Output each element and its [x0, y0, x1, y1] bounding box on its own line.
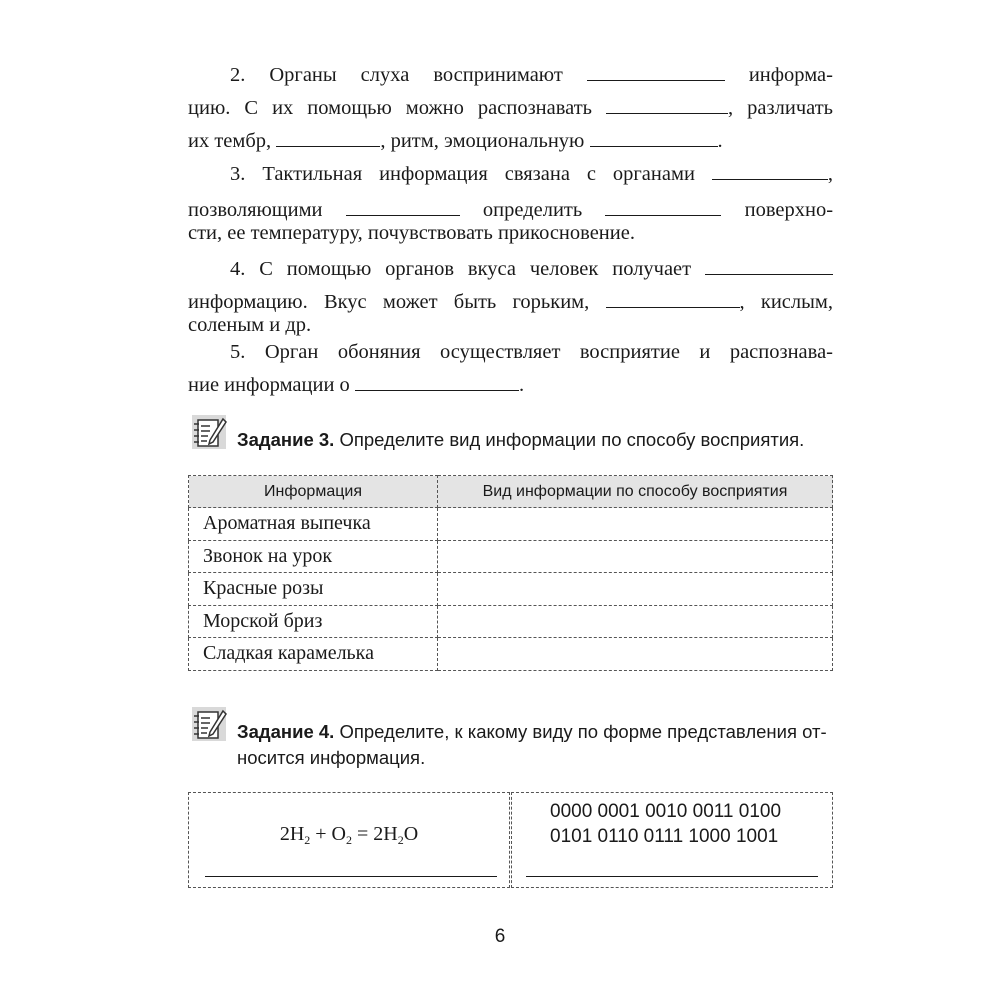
answer-blank: [606, 289, 740, 308]
answer-line: [526, 876, 818, 877]
p2-line3: их тембр, , ритм, эмоциональную .: [188, 130, 723, 152]
p3-line3: сти, ее температуру, почувствовать прикосновение.: [188, 222, 635, 244]
task3-heading: Задание 3. Определите вид информации по способу восприятия.: [237, 429, 805, 450]
row-label: Красные розы: [189, 573, 438, 606]
answer-line: [205, 876, 497, 877]
task4-formula-box: [188, 792, 510, 888]
binary-code: 0000 0001 0010 0011 0100 0101 0110 0111 1000 1001: [550, 801, 782, 847]
answer-blank: [606, 95, 728, 114]
p2-line2: цию. С их помощью можно распознавать , различать: [188, 97, 834, 119]
answer-blank: [346, 197, 460, 216]
answer-blank: [705, 256, 833, 275]
notebook-pen-icon: [190, 413, 228, 451]
p2-line1: 2. Органы слуха воспринимают информа-: [230, 64, 833, 86]
task4-binary-box: [511, 792, 833, 888]
answer-cell: [438, 638, 833, 671]
task3-table: [188, 475, 833, 671]
answer-blank: [276, 128, 380, 147]
answer-cell: [438, 508, 833, 541]
p3-line2: позволяющими определить поверхно-: [188, 199, 834, 221]
p4-line3: соленым и др.: [188, 314, 312, 336]
p4-line2: информацию. Вкус может быть горьким, , кислым,: [188, 291, 833, 313]
table-row: [189, 540, 833, 573]
row-label: Ароматная выпечка: [189, 508, 438, 541]
table-header-row: [189, 476, 833, 508]
header-perception-type: Вид информации по способу восприятия: [438, 476, 833, 508]
p3-line1: 3. Тактильная информация связана с органами ,: [230, 163, 833, 185]
answer-cell: [438, 573, 833, 606]
p5-line1: 5. Орган обоняния осуществляет восприятие и распознава-: [230, 341, 833, 363]
chemical-formula: $2H_2 + O_2 = 2H_2O$: [279, 823, 419, 847]
table-row: [189, 573, 833, 606]
answer-blank: [712, 161, 828, 180]
answer-blank: [605, 197, 721, 216]
answer-cell: [438, 605, 833, 638]
table-row: [189, 638, 833, 671]
p5-line2: ние информации о .: [188, 374, 525, 396]
answer-cell: [438, 540, 833, 573]
header-information: Информация: [189, 476, 438, 508]
page-number: 6: [494, 926, 506, 947]
row-label: Сладкая карамелька: [189, 638, 438, 671]
row-label: Звонок на урок: [189, 540, 438, 573]
answer-blank: [587, 62, 725, 81]
p4-line1: 4. С помощью органов вкуса человек получает: [188, 256, 833, 281]
task4-heading-line2: носится информация.: [237, 747, 426, 768]
answer-blank: [355, 372, 519, 391]
notebook-pen-icon: [190, 705, 228, 743]
row-label: Морской бриз: [189, 605, 438, 638]
table-row: [189, 508, 833, 541]
table-row: [189, 605, 833, 638]
task4-heading-line1: Задание 4. Определите, к какому виду по форме представления от-: [237, 721, 827, 742]
answer-blank: [590, 128, 718, 147]
